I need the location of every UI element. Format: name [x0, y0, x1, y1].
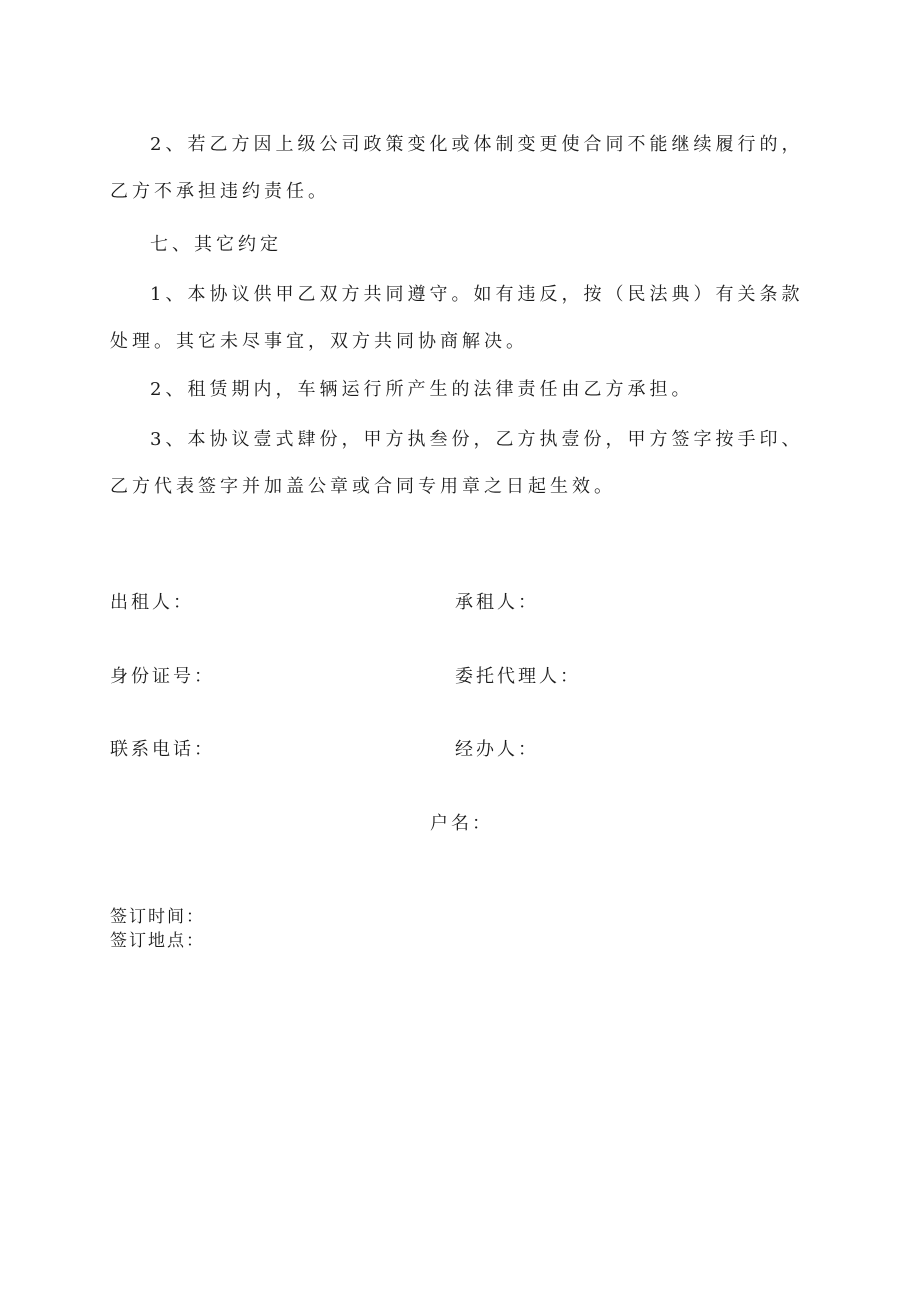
signing-time-label: 签订时间：: [110, 907, 205, 927]
lessee-label: 承租人：: [455, 592, 539, 613]
agent-label: 委托代理人：: [455, 666, 581, 687]
clause-7-1: 1、本协议供甲乙双方共同遵守。如有违反，按（民法典）有关条款处理。其它未尽事宜，双方共同协商解决。: [110, 284, 804, 352]
lessor-label: 出租人：: [110, 592, 194, 613]
clause-7-2: 2、租赁期内，车辆运行所产生的法律责任由乙方承担。: [150, 379, 694, 400]
clause-6-2: 2、若乙方因上级公司政策变化或体制变更使合同不能继续履行的，乙方不承担违约责任。: [110, 134, 804, 202]
id-number-label: 身份证号：: [110, 666, 215, 687]
section-7-title: 七、其它约定: [150, 234, 282, 255]
clause-7-3: 3、本协议壹式肆份，甲方执叁份，乙方执壹份，甲方签字按手印、乙方代表签字并加盖公章或合同专用章之日起生效。: [110, 429, 804, 497]
phone-label: 联系电话：: [110, 739, 215, 760]
handler-label: 经办人：: [455, 739, 539, 760]
account-name-label: 户名：: [430, 813, 493, 834]
signing-place-label: 签订地点：: [110, 931, 205, 951]
